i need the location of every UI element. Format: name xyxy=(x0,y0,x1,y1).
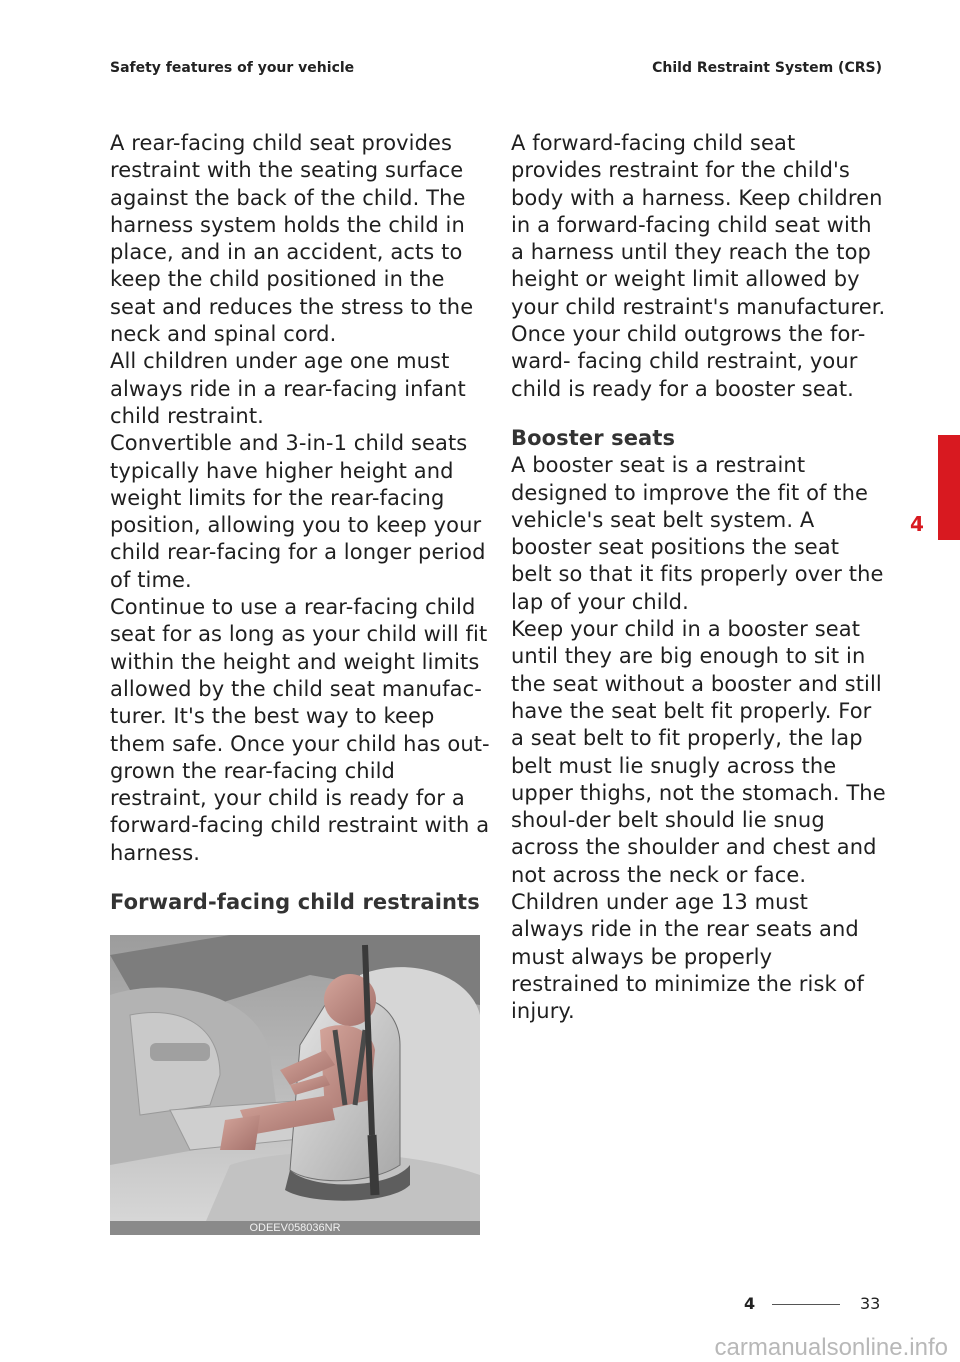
footer-chapter-number: 4 xyxy=(744,1294,756,1313)
page-number: 33 xyxy=(860,1294,881,1313)
running-header-section: Safety features of your vehicle xyxy=(110,60,355,76)
right-column xyxy=(511,130,886,1026)
chapter-tab-number: 4 xyxy=(910,512,924,536)
paragraph: Convertible and 3-in-1 child seats typically have higher height and weight limits for the rear-facing position, allowing you to keep your child rear-facing for a longer period of time. xyxy=(110,431,486,592)
paragraph: Once your child outgrows the for-ward- facing child restraint, your child is ready for a booster seat. xyxy=(511,322,866,401)
paragraph: A forward-facing child seat provides restraint for the child's body with a harness. Keep children in a forward-facing child seat with a harness until they reach the top height or weight limit allowed by your child restraint's manufacturer. xyxy=(511,131,886,319)
section-heading: Forward-facing child restraints xyxy=(110,890,480,915)
paragraph: A booster seat is a restraint designed to improve the fit of the vehicle's seat belt system. A booster seat positions the seat belt so that it fits properly over the lap of your child. xyxy=(511,453,884,614)
paragraph: Continue to use a rear-facing child seat for as long as your child will fit within the height and weight limits allowed by the child seat manufac-turer. It's the best way to keep them safe. Once your child has out-grown the rear-facing child restraint, your child is ready for a forward-facing child restraint with a harness. xyxy=(110,595,490,865)
watermark-text: carmanualsonline.info xyxy=(714,1334,948,1361)
left-column xyxy=(110,130,490,916)
child-seat-illustration-icon xyxy=(110,935,480,1235)
section-heading: Booster seats xyxy=(511,425,676,450)
site-watermark xyxy=(0,1334,960,1361)
paragraph: A rear-facing child seat provides restraint with the seating surface against the back of the child. The harness system holds the child in place, and in an accident, acts to keep the child positioned in the seat and reduces the stress to the neck and spinal cord. xyxy=(110,131,474,347)
figure-code: ODEEV058036NR xyxy=(110,1221,480,1235)
paragraph: Keep your child in a booster seat until they are big enough to sit in the seat without a booster and still have the seat belt fit properly. For a seat belt to fit properly, the lap belt must lie snugly across the upper thighs, not the stomach. The shoul-der belt should lie snug across the shoulder and chest and not across the neck or face. Children under age 13 must always ride in the rear seats and must always be properly restrained to minimize the risk of injury. xyxy=(511,617,886,1024)
paragraph: All children under age one must always ride in a rear-facing infant child restraint. xyxy=(110,349,466,428)
footer-divider xyxy=(772,1304,840,1305)
chapter-side-tab xyxy=(938,435,960,540)
running-header-topic: Child Restraint System (CRS) xyxy=(652,60,882,76)
forward-facing-seat-figure xyxy=(110,935,480,1235)
